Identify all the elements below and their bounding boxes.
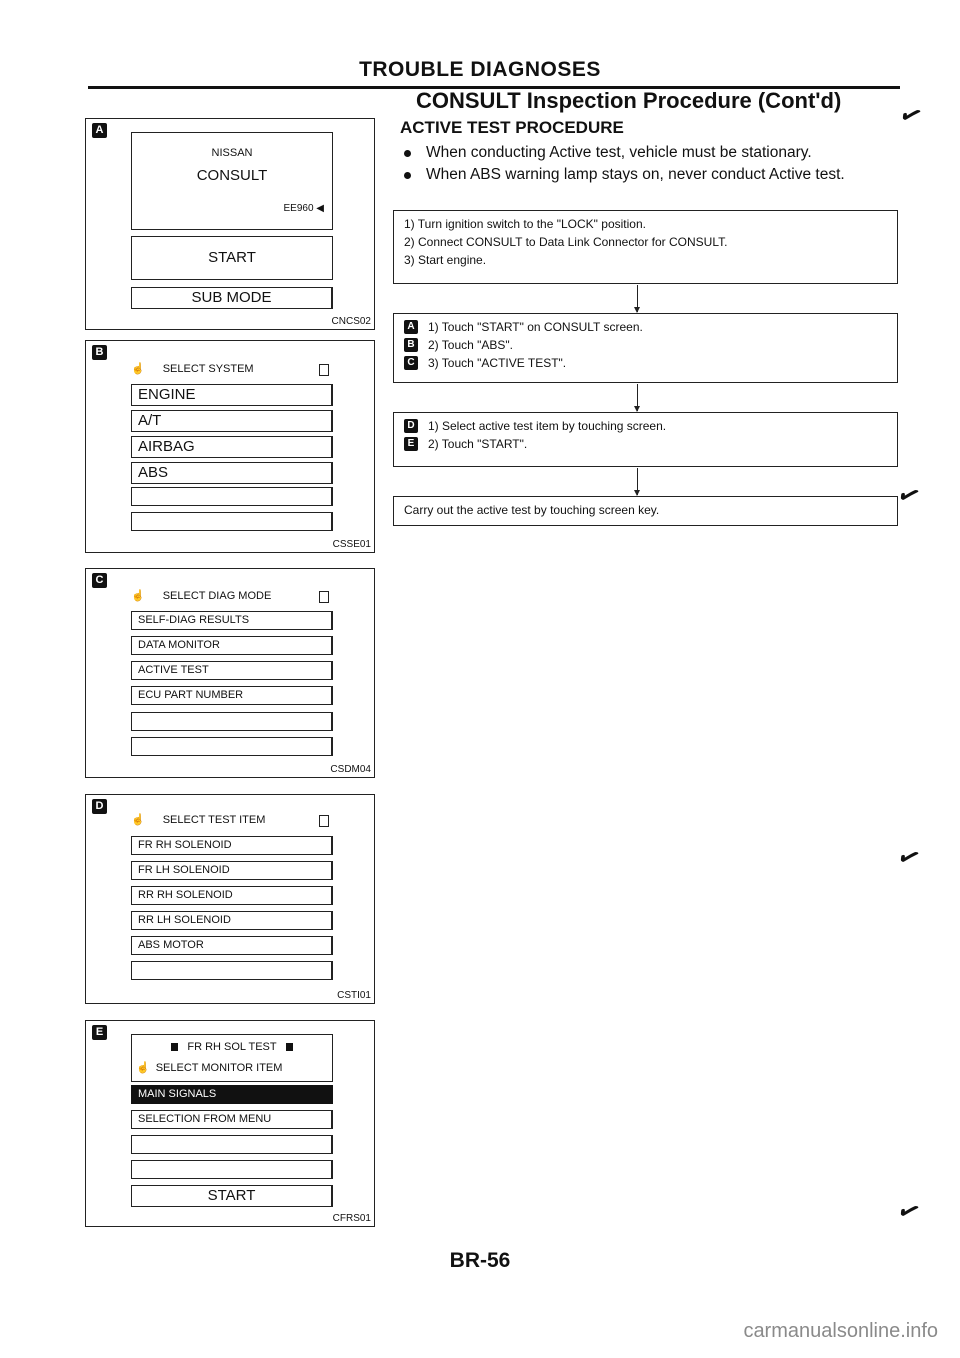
page-header-title: TROUBLE DIAGNOSES [359, 58, 601, 81]
system-item[interactable]: ABS [131, 462, 333, 484]
consult-title-screen [131, 132, 333, 230]
empty-row [131, 1160, 333, 1179]
notes-list [400, 142, 845, 186]
monitor-item-label: ☝ SELECT MONITOR ITEM [136, 1062, 283, 1074]
figure-code: CFRS01 [332, 1213, 371, 1224]
step-badge: E [404, 437, 418, 451]
panel-c [85, 568, 375, 778]
start-button[interactable]: START [131, 1185, 333, 1207]
diag-mode-item[interactable]: DATA MONITOR [131, 636, 333, 655]
panel-a [85, 118, 375, 330]
screen-heading: ☝ SELECT DIAG MODE [131, 588, 333, 607]
flow-arrow [637, 468, 638, 495]
flow-arrow [637, 384, 638, 411]
selection-from-menu-button[interactable]: SELECTION FROM MENU [131, 1110, 333, 1129]
flow-box-run: Carry out the active test by touching screen key. [393, 496, 898, 526]
square-icon [171, 1043, 178, 1051]
checkbox-icon [319, 815, 329, 827]
step-badge: D [404, 419, 418, 433]
section-title: CONSULT Inspection Procedure (Cont'd) [416, 88, 842, 113]
panel-b [85, 340, 375, 553]
product-label: CONSULT [196, 167, 268, 184]
empty-row [131, 487, 333, 506]
figure-code: CSTI01 [337, 990, 371, 1001]
check-mark-icon: ✓ [892, 838, 926, 876]
arrow-left-icon: ◀ [316, 203, 324, 214]
screen-heading: ☝ SELECT TEST ITEM [131, 812, 333, 831]
watermark: carmanualsonline.info [743, 1320, 938, 1342]
figure-code: CNCS02 [331, 316, 371, 327]
flow-box-prep: 1) Turn ignition switch to the "LOCK" position. 2) Connect CONSULT to Data Link Connector for CONSULT. 3) Start engine. [393, 210, 898, 284]
panel-badge: A [92, 123, 107, 138]
empty-row [131, 712, 333, 731]
empty-row [131, 961, 333, 980]
test-item[interactable]: FR LH SOLENOID [131, 861, 333, 880]
panel-badge: B [92, 345, 107, 360]
system-item[interactable]: ENGINE [131, 384, 333, 406]
main-signals-button[interactable]: MAIN SIGNALS [131, 1085, 333, 1104]
test-item[interactable]: FR RH SOLENOID [131, 836, 333, 855]
note-item: When conducting Active test, vehicle must be stationary. [400, 142, 845, 164]
start-button[interactable]: START [131, 236, 333, 280]
diag-mode-item[interactable]: SELF-DIAG RESULTS [131, 611, 333, 630]
panel-badge: D [92, 799, 107, 814]
subsection-title: ACTIVE TEST PROCEDURE [400, 118, 624, 137]
system-item[interactable]: A/T [131, 410, 333, 432]
brand-label: NISSAN [211, 147, 253, 159]
flow-box-test-item: D 1) Select active test item by touching screen. E 2) Touch "START". [393, 412, 898, 467]
checkbox-icon [319, 364, 329, 376]
sub-mode-button[interactable]: SUB MODE [131, 287, 333, 309]
test-header-box [131, 1034, 333, 1082]
checkbox-icon [319, 591, 329, 603]
system-item[interactable]: AIRBAG [131, 436, 333, 458]
figure-code: CSDM04 [330, 764, 371, 775]
flow-arrow [637, 285, 638, 312]
model-label: EE960 ◀ [283, 203, 324, 214]
figure-code: CSSE01 [332, 539, 371, 550]
hand-icon: ☝ [131, 814, 145, 826]
empty-row [131, 512, 333, 531]
step-badge: A [404, 320, 418, 334]
check-mark-icon: ✓ [892, 1192, 926, 1230]
panel-badge: E [92, 1025, 107, 1040]
check-mark-icon: ✓ [894, 96, 928, 134]
test-item[interactable]: RR LH SOLENOID [131, 911, 333, 930]
test-title: FR RH SOL TEST [132, 1041, 332, 1053]
panel-d [85, 794, 375, 1004]
square-icon [286, 1043, 293, 1051]
step-badge: B [404, 338, 418, 352]
diag-mode-item[interactable]: ECU PART NUMBER [131, 686, 333, 705]
diag-mode-item[interactable]: ACTIVE TEST [131, 661, 333, 680]
note-item: When ABS warning lamp stays on, never conduct Active test. [400, 164, 845, 186]
empty-row [131, 737, 333, 756]
hand-icon: ☝ [136, 1062, 150, 1074]
flow-box-select: A 1) Touch "START" on CONSULT screen. B 2) Touch "ABS". C 3) Touch "ACTIVE TEST". [393, 313, 898, 383]
hand-icon: ☝ [131, 590, 145, 602]
test-item[interactable]: ABS MOTOR [131, 936, 333, 955]
panel-e [85, 1020, 375, 1227]
step-badge: C [404, 356, 418, 370]
panel-badge: C [92, 573, 107, 588]
empty-row [131, 1135, 333, 1154]
check-mark-icon: ✓ [892, 476, 926, 514]
screen-heading: ☝ SELECT SYSTEM [131, 361, 333, 380]
page-number: BR-56 [449, 1249, 511, 1272]
test-item[interactable]: RR RH SOLENOID [131, 886, 333, 905]
hand-icon: ☝ [131, 363, 145, 375]
